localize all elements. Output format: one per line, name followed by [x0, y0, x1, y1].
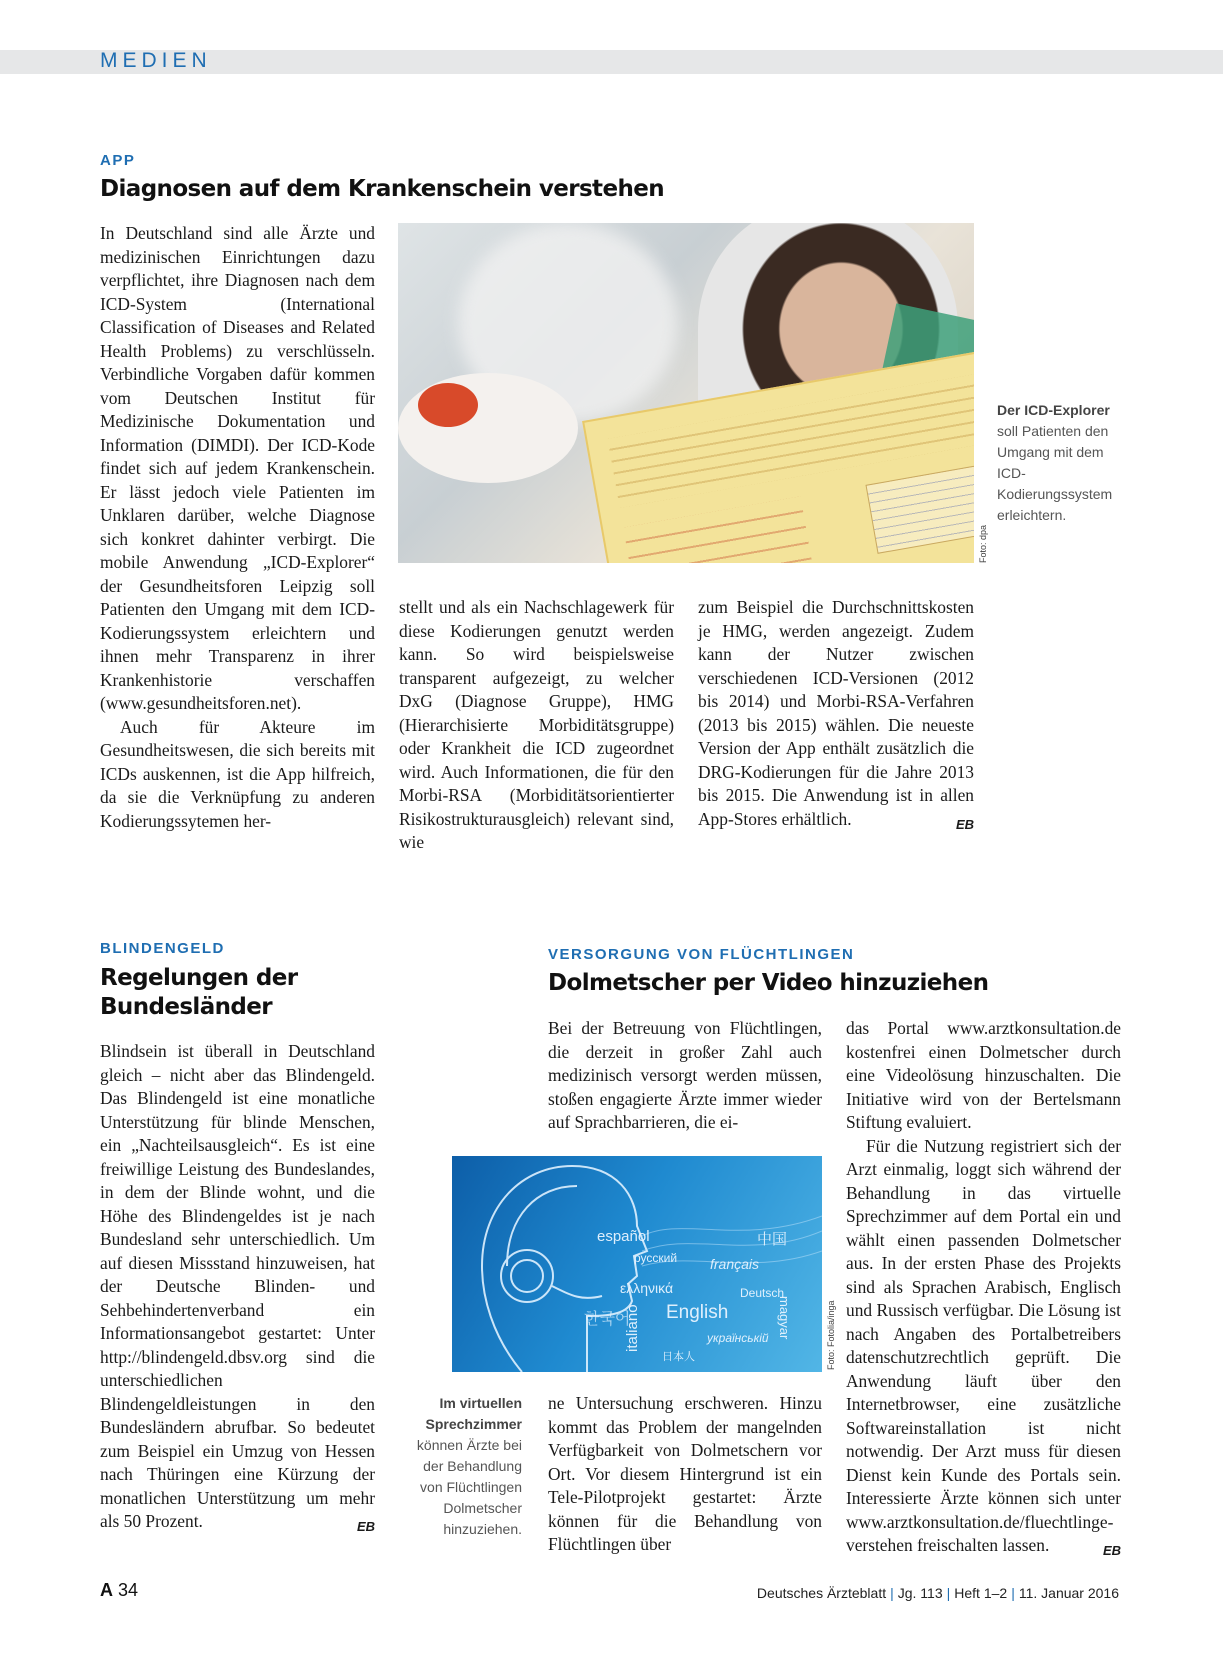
article1-paragraph: zum Beispiel die Durchschnittskosten je HMG, werden angezeigt. Zudem kann der Nutzer zwischen verschiedenen ICD-Versionen (2012 bis 2014) und Morbi-RSA-Verfahren (2013 bis 2015) wählen. Die neueste Version der App enthält zusätzlich die DRG-Kodierungen für die Jahre 2013 bis 2015. Die Anwendung ist in allen App-Stores erhältlich.	[698, 597, 974, 829]
journal-issue: Heft 1–2	[954, 1585, 1008, 1601]
article3-paragraph: Für die Nutzung registriert sich der Arzt einmalig, loggt sich während der Behandlung in das virtuelle Sprechzimmer auf dem Portal ein und wählt einen passenden Dolmetscher aus. In der ersten Phase des Projekts sind als Sprachen Arabisch, Englisch und Russisch verfügbar. Die Lösung ist nach Angaben des Portalbetreibers datenschutzrechtlich geprüft. Die Anwendung läuft über den Internetbrowser, eine zusätzliche Softwareinstallation ist nicht notwendig. Der Arzt muss für diesen Dienst kein Kunde des Portals sein. Interessierte Ärzte können sich unter www.arztkonsultation.de/fluechtlinge-verstehen freischalten lassen.	[846, 1135, 1121, 1555]
language-label: español	[597, 1228, 650, 1245]
article3-paragraph: das Portal www.arztkonsultation.de kostenfrei einen Dolmetscher durch eine Videolösung hinzuschalten. Die Initiative wird von der Bertelsmann Stiftung evaluiert.	[846, 1018, 1121, 1132]
icd-explorer-photo	[398, 223, 974, 563]
article1-paragraph: Auch für Akteure im Gesundheitswesen, die sich bereits mit ICDs auskennen, ist die App hilfreich, da sie die Verknüpfung zu anderen Kodierungssytemen her-	[100, 716, 375, 831]
language-label: українській	[707, 1331, 769, 1345]
article3-paragraph: ne Untersuchung erschweren. Hinzu kommt das Problem der mangelnden Verfügbarkeit von Dolmetschern vor Ort. Vor diesem Hintergrund ist ein Tele-Pilotprojekt gestartet: Ärzte können für die Behandlung von Flüchtlingen über	[548, 1393, 822, 1554]
article1-column-2	[399, 596, 674, 855]
article1-kicker: APP	[100, 152, 136, 169]
article2-title	[100, 964, 297, 1022]
language-label: русский	[634, 1251, 678, 1265]
article2-paragraph: Blindsein ist überall in Deutschland gleich – nicht aber das Blindengeld. Das Blindengeld ist eine monatliche Unterstützung für blinde Menschen, ein „Nachteilsausgleich“. Es ist eine freiwillige Leistung des Bundeslandes, in dem der Blinde wohnt, und die Höhe des Blindengeldes ist je nach Bundesland sehr unterschiedlich. Um auf diesen Missstand hinzuweisen, hat der Deutsche Blinden- und Sehbehindertenverband ein Informationsangebot gestartet: Unter http://blindengeld.dbsv.org sind die unterschiedlichen Blindengeldleistungen in den Bundesländern abrufbar. So bedeutet zum Beispiel ein Umzug von Hessen nach Thüringen eine Kürzung der monatlichen Unterstützung um mehr als 50 Prozent.	[100, 1041, 375, 1531]
language-label: 中国	[757, 1231, 788, 1248]
video-interpreter-illustration	[452, 1156, 822, 1372]
caption-title: Im virtuellen Sprechzimmer	[425, 1395, 522, 1432]
page-prefix: A	[100, 1580, 113, 1600]
article3-column-1-top	[548, 1017, 822, 1135]
article1-paragraph: stellt und als ein Nachschlagewerk für diese Kodierungen genutzt werden kann. So wird beispielsweise transparent aufgezeigt, zu welcher DxG (Diagnose Gruppe), HMG (Hierarchisierte Morbiditätsgruppe) oder Krankheit die ICD zugeordnet wird. Auch Informationen, die für den Morbi-RSA (Morbiditätsorientierter Risikostrukturausgleich) relevant sind, wie	[399, 597, 674, 852]
section-label: MEDIEN	[100, 49, 212, 72]
language-label: 한국어	[584, 1311, 631, 1328]
article3-caption	[410, 1393, 522, 1540]
article3-column-1-bottom	[548, 1392, 822, 1557]
journal-info: Deutsches Ärzteblatt | Jg. 113 | Heft 1–2 | 11. Januar 2016	[756, 1585, 1119, 1601]
article3-paragraph: Bei der Betreuung von Flüchtlingen, die derzeit in großer Zahl auch medizinisch versorgt werden müssen, stoßen engagierte Ärzte immer wieder auf Sprachbarrieren, die ei-	[548, 1018, 822, 1132]
author-signature: EB	[356, 1519, 375, 1534]
language-label: italiano	[624, 1304, 641, 1352]
title-line: Bundesländer	[100, 994, 273, 1020]
article3-column-2	[846, 1017, 1121, 1563]
article3-kicker: VERSORGUNG VON FLÜCHTLINGEN	[548, 946, 855, 963]
caption-text: können Ärzte bei der Behandlung von Flüchtlingen Dolmetscher hinzuziehen.	[416, 1437, 522, 1537]
photo-credit: Foto: Fotolia/inga	[826, 1300, 836, 1370]
article1-paragraph: In Deutschland sind alle Ärzte und medizinischen Einrichtungen dazu verpflichtet, ihre Diagnosen nach dem ICD-System (International Classification of Diseases and Related Health Problems) zu verschlüsseln. Verbindliche Vorgaben dafür kommen vom Deutschen Institut für Medizinische Dokumentation und Information (DIMDI). Der ICD-Kode findet sich auf jedem Krankenschein. Er lässt jedoch viele Patienten im Unklaren darüber, welche Diagnose sich konkret dahinter verbirgt. Die mobile Anwendung „ICD-Explorer“ der Gesundheitsforen Leipzig soll Patienten den Umgang mit dem ICD-Kodierungssystem erleichtern und ihnen mehr Transparenz in ihrer Krankenhistorie verschaffen (www.gesundheitsforen.net).	[100, 223, 375, 713]
journal-date: 11. Januar 2016	[1018, 1585, 1119, 1601]
title-line: Regelungen der	[100, 965, 298, 991]
article1-column-1	[100, 222, 375, 833]
page-number	[100, 1580, 138, 1601]
journal-name: Deutsches Ärzteblatt	[756, 1585, 887, 1601]
article3-title: Dolmetscher per Video hinzuziehen	[548, 970, 989, 996]
article2-kicker: BLINDENGELD	[100, 940, 225, 957]
author-signature: EB	[1102, 1543, 1121, 1558]
author-signature: EB	[955, 816, 974, 832]
article2-column	[100, 1040, 375, 1539]
caption-title: Der ICD-Explorer	[997, 402, 1110, 418]
language-label: français	[710, 1256, 760, 1272]
article1-caption	[997, 400, 1127, 526]
article1-title: Diagnosen auf dem Krankenschein verstehen	[100, 176, 664, 202]
language-label: English	[666, 1302, 729, 1323]
article1-column-3	[698, 596, 974, 836]
journal-volume: Jg. 113	[897, 1585, 943, 1601]
language-label: magyar	[777, 1296, 792, 1340]
language-label: 日本人	[662, 1351, 695, 1363]
caption-text: soll Patienten den Umgang mit dem ICD-Kodierungssystem erleichtern.	[997, 423, 1113, 523]
page-value: 34	[118, 1580, 139, 1600]
language-label: Deutsch	[740, 1286, 785, 1300]
photo-credit: Foto: dpa	[978, 524, 988, 563]
language-label: ελληνικά	[620, 1280, 674, 1296]
